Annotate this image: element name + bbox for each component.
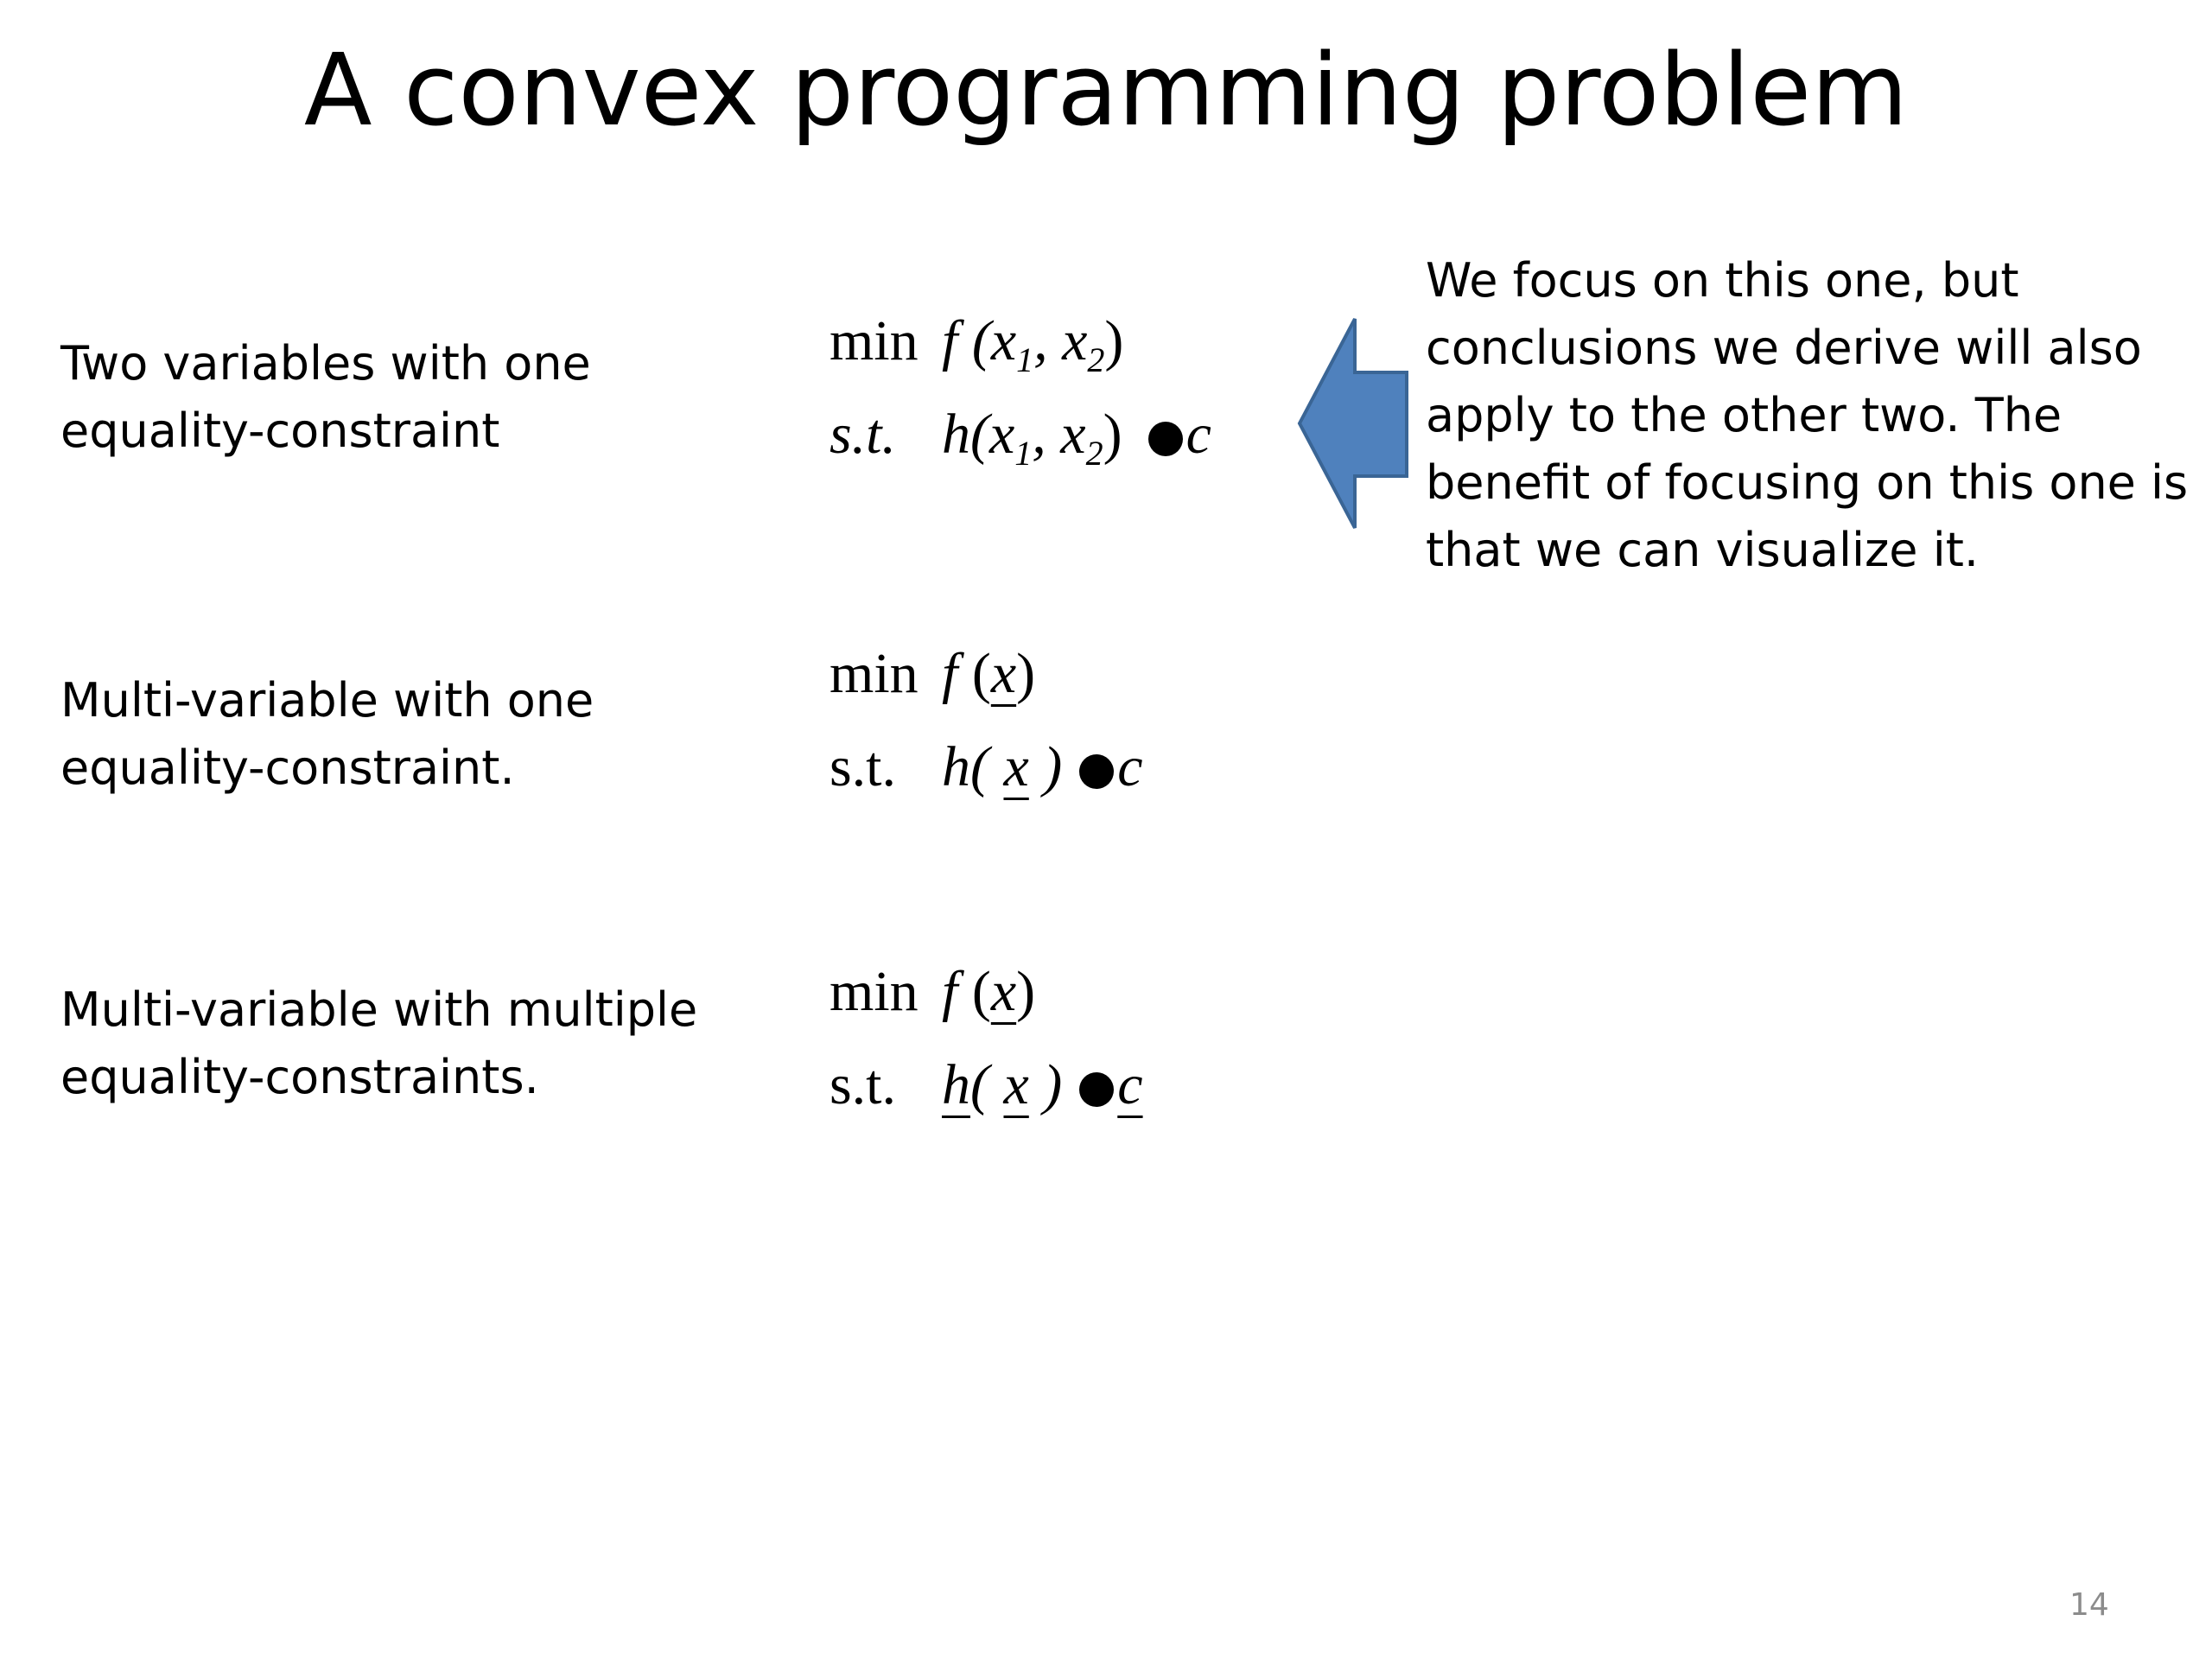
problem-3-description	[60, 976, 697, 1111]
problem-2-constraint-var: x	[1003, 735, 1029, 798]
page-number: 14	[2069, 1587, 2109, 1623]
problem-1-objective	[830, 302, 1123, 380]
problem-1-constraint	[830, 396, 1211, 474]
problem-3-objective: min f (x)	[830, 953, 1035, 1031]
problem-1-constraint-close: )	[1103, 403, 1122, 466]
side-note-line-1: We focus on this one, but	[1426, 253, 2019, 308]
problem-2-constraint-func: h	[942, 735, 970, 798]
problem-3-description-line-1: Multi-variable with multiple	[60, 982, 698, 1037]
problem-2-constraint: s.t. h( x ) c	[830, 728, 1143, 806]
problem-3-st-operator: s.t.	[830, 1053, 897, 1116]
problem-3-description-line-2: equality-constraints.	[60, 1050, 539, 1104]
problem-3-constraint: s.t. h( x ) c	[830, 1046, 1143, 1124]
problem-2-rhs: c	[1117, 735, 1143, 798]
problem-3-rhs: c	[1117, 1053, 1143, 1116]
problem-2-objective: min f (x)	[830, 635, 1035, 713]
problem-3-objective-var: x	[990, 960, 1017, 1023]
side-note-line-2: conclusions we derive will also	[1426, 321, 2142, 375]
problem-2-st-operator: s.t.	[830, 735, 897, 798]
side-note-line-3: apply to the other two. The	[1426, 388, 2063, 442]
left-arrow-icon	[1296, 315, 1417, 531]
problem-1-st-operator: s.t.	[830, 403, 897, 466]
slide-title: A convex programming problem	[303, 33, 1909, 149]
side-note	[1426, 247, 2188, 584]
problem-2-objective-var: x	[990, 642, 1017, 705]
problem-1-constraint-expr: $h(x_1$, $x_2$	[942, 403, 1103, 473]
problem-1-rhs: c	[1185, 403, 1211, 466]
problem-1-description-line-2: equality-constraint	[60, 404, 500, 458]
bullet-dot-icon	[1079, 754, 1114, 789]
problem-1-description-line-1: Two variables with one	[60, 336, 591, 391]
problem-3-constraint-func: h	[942, 1053, 970, 1116]
problem-2-description-line-2: equality-constraint.	[60, 741, 515, 795]
problem-3-objective-func: f	[942, 960, 958, 1023]
bullet-dot-icon	[1079, 1072, 1114, 1107]
problem-2-description	[60, 667, 594, 802]
problem-1-objective-close: )	[1104, 309, 1124, 372]
problem-2-min-operator: min	[830, 642, 918, 705]
problem-3-constraint-var: x	[1003, 1053, 1029, 1116]
bullet-dot-icon	[1148, 422, 1183, 456]
side-note-line-4: benefit of focusing on this one is	[1426, 455, 2189, 510]
problem-2-description-line-1: Multi-variable with one	[60, 673, 594, 728]
problem-1-description	[60, 330, 591, 465]
problem-3-min-operator: min	[830, 960, 918, 1023]
side-note-line-5: that we can visualize it.	[1426, 523, 1980, 577]
problem-2-objective-func: f	[942, 642, 958, 705]
problem-1-min-operator: min	[830, 309, 918, 372]
problem-1-objective-expr: f ($x_1$, $x_2$	[942, 309, 1105, 379]
